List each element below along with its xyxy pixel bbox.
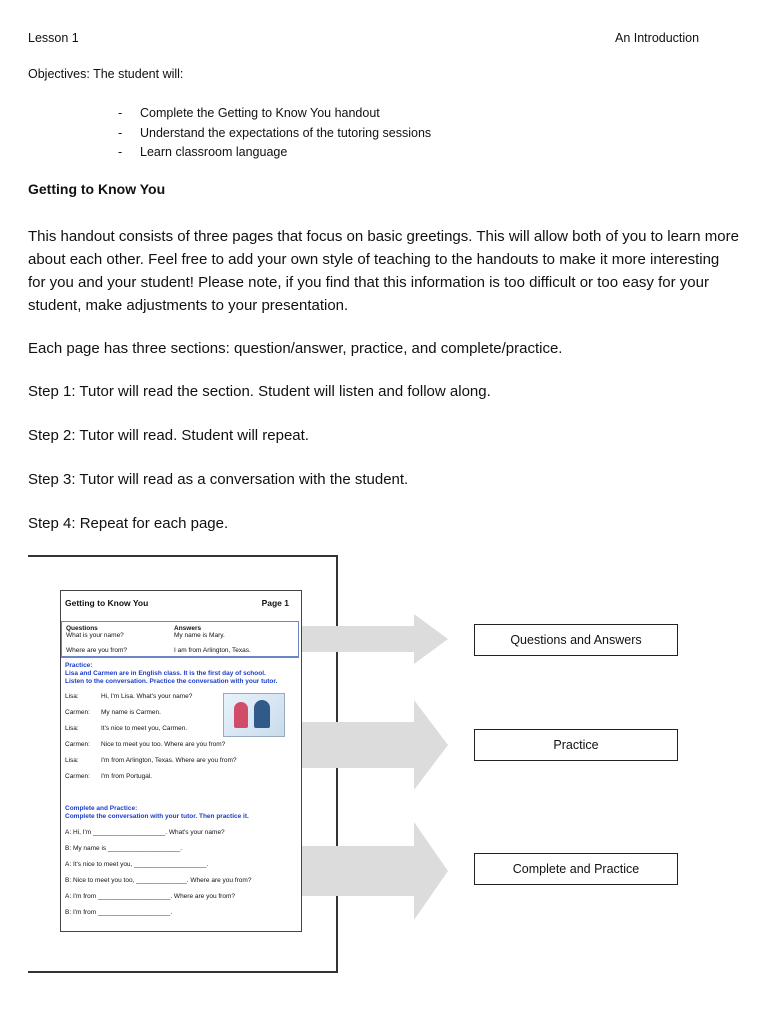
speaker: Lisa:: [65, 725, 79, 732]
practice-intro: Lisa and Carmen are in English class. It is the first day of school.: [65, 670, 266, 677]
complete-line: B: Nice to meet you too, ______________. Where are you from?: [65, 877, 252, 884]
objectives-label: Objectives: The student will:: [28, 67, 184, 81]
objective-item: - Learn classroom language: [118, 143, 431, 163]
speaker: Lisa:: [65, 757, 79, 764]
dialogue-line: I'm from Portugal.: [101, 773, 153, 780]
questions-head: Questions: [66, 625, 98, 632]
lesson-label: Lesson 1: [28, 31, 79, 45]
complete-line: B: I'm from ____________________.: [65, 909, 173, 916]
dialogue-line: I'm from Arlington, Texas. Where are you from?: [101, 757, 237, 764]
step-1: Step 1: Tutor will read the section. Student will listen and follow along.: [28, 383, 491, 400]
objective-item: - Understand the expectations of the tutoring sessions: [118, 124, 431, 144]
complete-line: A: It's nice to meet you, ____________________.: [65, 861, 209, 868]
arrow-right-icon: [302, 614, 452, 664]
handout-title: Getting to Know You: [65, 598, 149, 608]
step-4: Step 4: Repeat for each page.: [28, 515, 229, 532]
label-practice: Practice: [474, 729, 678, 761]
dialogue-line: Nice to meet you too. Where are you from?: [101, 741, 226, 748]
dialogue-line: It's nice to meet you, Carmen.: [101, 725, 188, 732]
speaker: Carmen:: [65, 741, 90, 748]
speaker: Carmen:: [65, 709, 90, 716]
complete-line: A: Hi, I'm ____________________. What's your name?: [65, 829, 225, 836]
complete-line: A: I'm from ____________________. Where are you from?: [65, 893, 235, 900]
handout-thumbnail: [60, 590, 302, 932]
dialogue-line: My name is Carmen.: [101, 709, 161, 716]
objectives-list: [118, 104, 431, 163]
students-photo: [223, 693, 285, 737]
handout-page: Page 1: [261, 598, 289, 608]
label-questions-answers: Questions and Answers: [474, 624, 678, 656]
qa-section: [61, 621, 299, 657]
practice-intro: Listen to the conversation. Practice the conversation with your tutor.: [65, 678, 278, 685]
answers-head: Answers: [174, 625, 202, 632]
qa-question: What is your name?: [66, 632, 124, 639]
step-2: Step 2: Tutor will read. Student will repeat.: [28, 427, 309, 444]
complete-line: B: My name is ____________________.: [65, 845, 183, 852]
complete-head: Complete and Practice:: [65, 805, 138, 812]
lesson-topic: An Introduction: [615, 31, 700, 45]
dialogue-line: Hi, I'm Lisa. What's your name?: [101, 693, 193, 700]
arrow-right-icon: [302, 822, 452, 920]
qa-answer: My name is Mary.: [174, 632, 225, 639]
sections-line: Each page has three sections: question/answer, practice, and complete/practice.: [28, 340, 563, 357]
intro-paragraph: This handout consists of three pages that focus on basic greetings. This will allow both of you to learn more about each other. Feel free to add your own style of teaching to the handouts to make it more interesting for you and your student! Please note, if you find that this information is too difficult or too easy for your student, make adjustments to your presentation.: [28, 228, 739, 314]
practice-head: Practice:: [65, 662, 93, 669]
speaker: Lisa:: [65, 693, 79, 700]
complete-intro: Complete the conversation with your tutor. Then practice it.: [65, 813, 249, 820]
step-3: Step 3: Tutor will read as a conversation with the student.: [28, 471, 409, 488]
arrow-right-icon: [302, 700, 452, 790]
section-title: Getting to Know You: [28, 181, 166, 197]
qa-answer: I am from Arlington, Texas.: [174, 647, 251, 654]
label-complete-practice: Complete and Practice: [474, 853, 678, 885]
speaker: Carmen:: [65, 773, 90, 780]
objective-item: - Complete the Getting to Know You handout: [118, 104, 431, 124]
qa-question: Where are you from?: [66, 647, 128, 654]
